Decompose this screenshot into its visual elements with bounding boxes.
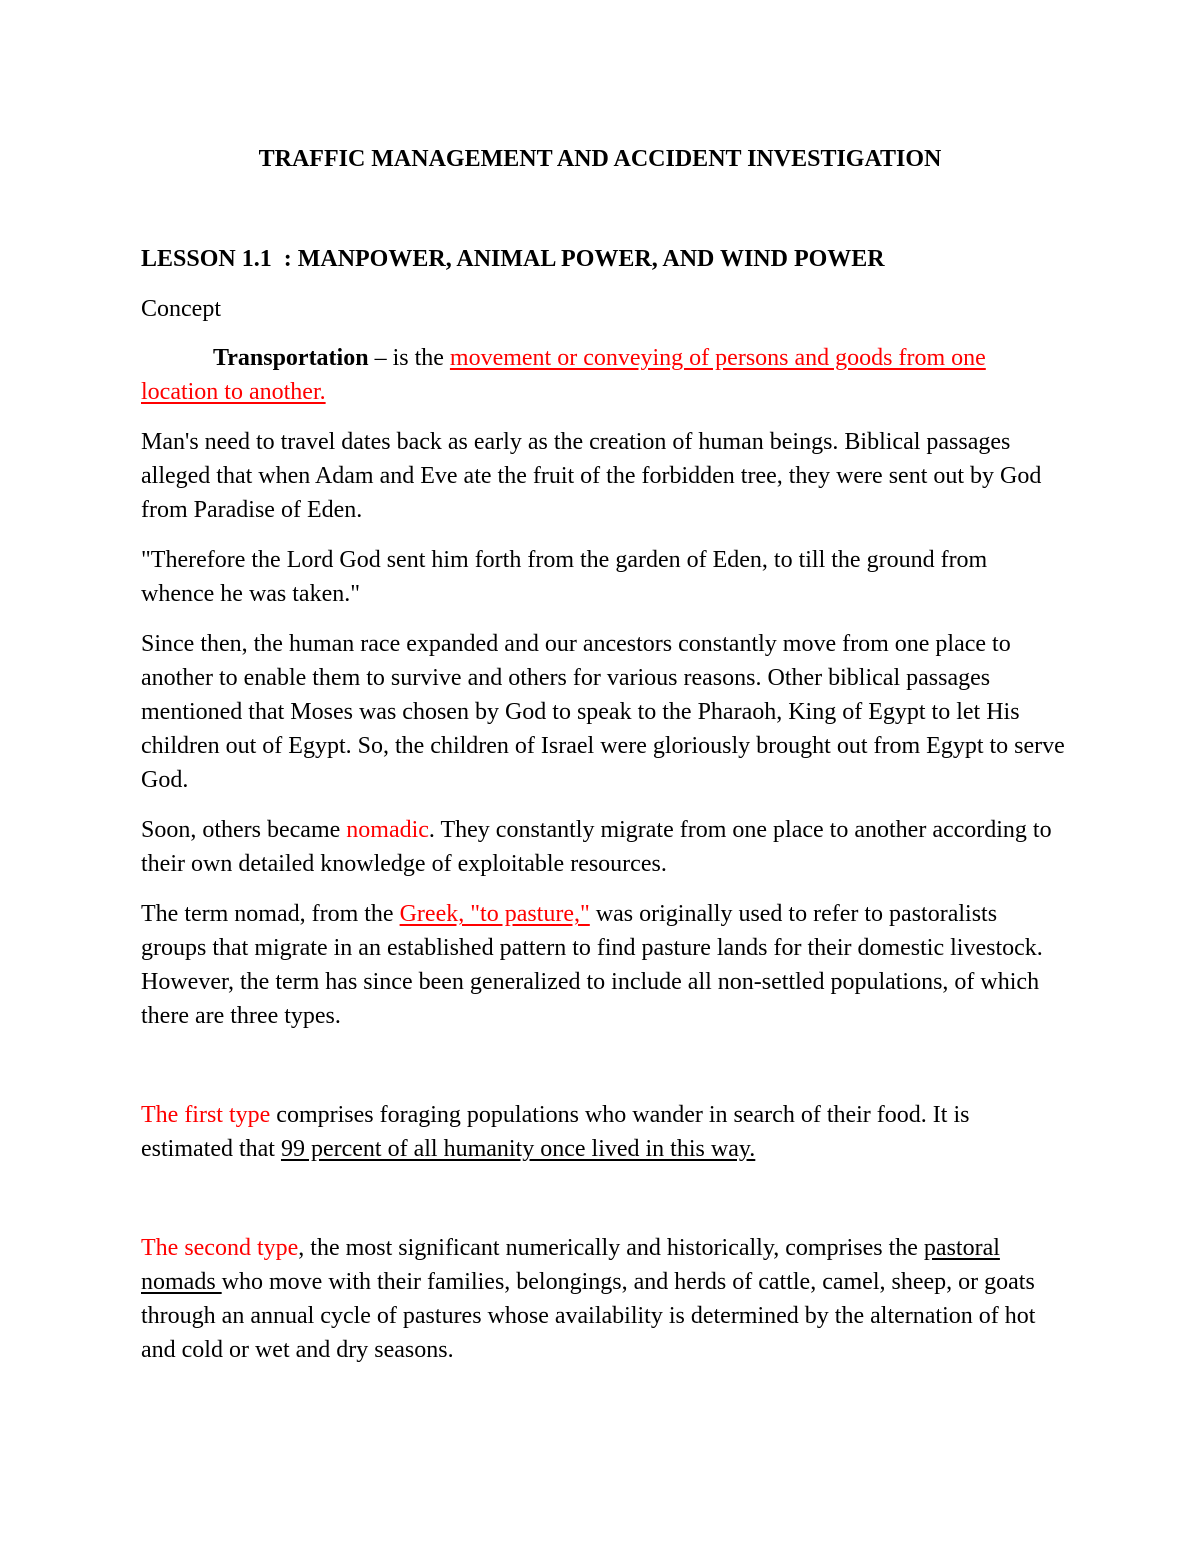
- second-type-underlined: pastoral nomads: [141, 1235, 1000, 1295]
- term-after: was originally used to refer to pastoralists groups that migrate in an established pattern to find pasture lands for their domestic livestock. However, the term has since been generalized to include all non-settled populations, of which there are three types.: [141, 901, 1043, 1029]
- lesson-heading: LESSON 1.1 : MANPOWER, ANIMAL POWER, AND WIND POWER: [141, 246, 885, 272]
- second-type-text-b: who move with their families, belongings, and herds of cattle, camel, sheep, or goats through an annual cycle of pastures whose availability is determined by the alternation of hot and cold or wet and dry seasons.: [141, 1269, 1036, 1363]
- definition-paragraph: [141, 341, 1066, 409]
- first-type-underlined: 99 percent of all humanity once lived in this way.: [280, 1136, 756, 1162]
- term-before: The term nomad, from the: [141, 901, 400, 927]
- first-type-text: comprises foraging populations who wander in search of their food. It is estimated that: [141, 1102, 970, 1162]
- concept-label: Concept: [141, 296, 221, 322]
- definition-meaning: movement or conveying of persons and goods from one location to another.: [141, 345, 986, 405]
- second-type-text-a: , the most significant numerically and historically, comprises the: [298, 1235, 924, 1261]
- second-type-label: The second type: [141, 1235, 299, 1261]
- second-type-paragraph: [141, 1231, 1066, 1367]
- document-title: TRAFFIC MANAGEMENT AND ACCIDENT INVESTIGATION: [258, 146, 942, 172]
- first-type-paragraph: [141, 1098, 1066, 1166]
- quote-paragraph: "Therefore the Lord God sent him forth from the garden of Eden, to till the ground from whence he was taken.": [141, 547, 988, 607]
- term-highlight: Greek, "to pasture,": [399, 901, 590, 927]
- nomadic-before: Soon, others became: [141, 817, 347, 843]
- definition-term: Transportation: [213, 345, 369, 371]
- term-paragraph: [141, 897, 1066, 1033]
- nomadic-after: . They constantly migrate from one place to another according to their own detailed knowledge of exploitable resources.: [141, 817, 1052, 877]
- since-paragraph: Since then, the human race expanded and our ancestors constantly move from one place to another to enable them to survive and others for various reasons. Other biblical passages mentioned that Moses was chosen by God to speak to the Pharaoh, King of Egypt to let His children out of Egypt. So, the children of Israel were gloriously brought out from Egypt to serve God.: [141, 631, 1065, 793]
- origin-paragraph: Man's need to travel dates back as early as the creation of human beings. Biblical passages alleged that when Adam and Eve ate the fruit of the forbidden tree, they were sent out by God from Paradise of Eden.: [141, 429, 1042, 523]
- first-type-label: The first type: [141, 1102, 271, 1128]
- nomadic-highlight: nomadic: [346, 817, 429, 843]
- definition-connector: – is the: [368, 345, 450, 371]
- nomadic-paragraph: [141, 813, 1066, 881]
